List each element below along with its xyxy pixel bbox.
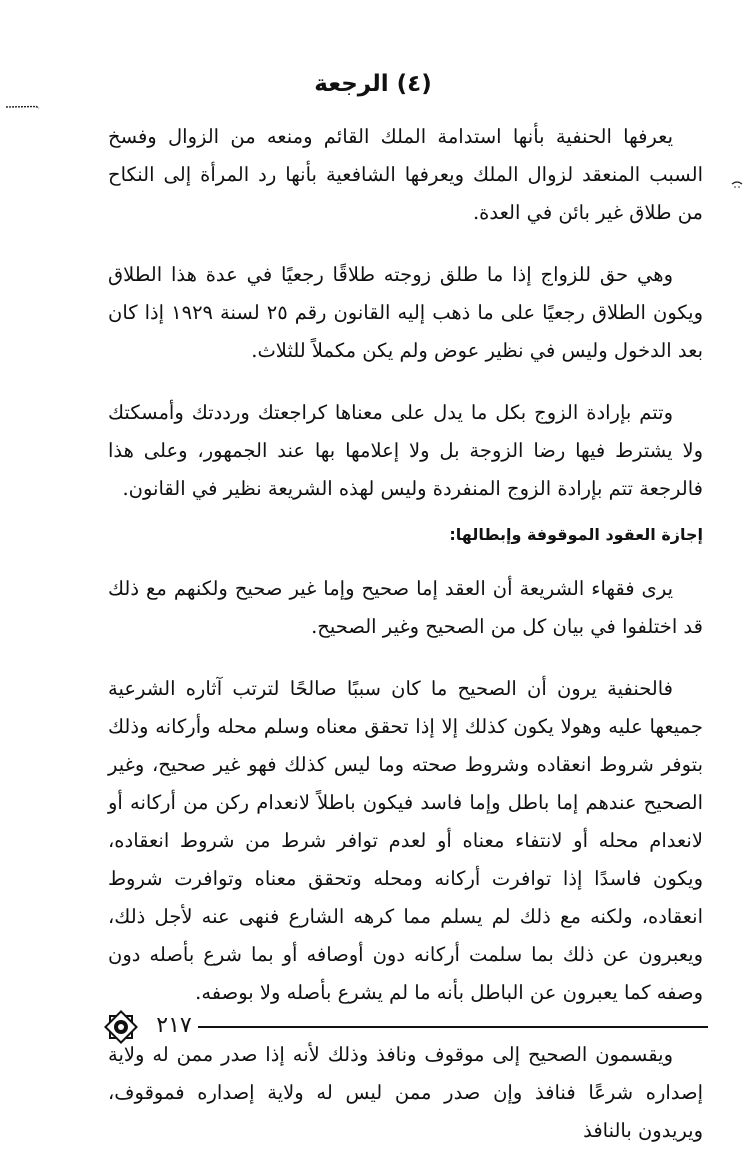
paragraph-valid-division: ويقسمون الصحيح إلى موقوف ونافذ وذلك لأنه إذا صدر ممن له ولاية إصداره شرعًا فنافذ وإن صدر ممن ليس له ولاية إصداره فموقوف، ويريدون بالنافذ (108, 1043, 703, 1142)
footer-rule (198, 1026, 708, 1028)
margin-ink-mark-right (731, 173, 743, 181)
page-footer (104, 1010, 708, 1044)
page-number: ٢١٧ (156, 1013, 192, 1038)
star-ornament-icon (104, 1010, 138, 1044)
subsection-title: إجازة العقود الموقوفة وإبطالها: (449, 525, 703, 544)
paragraph-husband-right: وهي حق للزواج إذا ما طلق زوجته طلاقًا رجعيًا في عدة هذا الطلاق ويكون الطلاق رجعيًا على ما ذهب إليه القانون رقم ٢٥ لسنة ١٩٢٩ إذا كان بعد الدخول وليس في نظير عوض ولم يكن مكملاً للثلاث. (108, 263, 704, 362)
section-heading: (٤) الرجعة (314, 71, 432, 97)
paragraph-husband-will: وتتم بإرادة الزوج بكل ما يدل على معناها كراجعتك ورددتك وأمسكتك ولا يشترط فيها رضا الزوجة بل ولا إعلامها بها عند الجمهور، وعلى هذا فالرجعة تتم بإرادة الزوج المنفردة وليس لهذه الشريعة نظير في القانون. (108, 401, 703, 500)
paragraph-contract-types: يرى فقهاء الشريعة أن العقد إما صحيح وإما غير صحيح ولكنهم مع ذلك قد اختلفوا في بيان كل من الصحيح وغير الصحيح. (108, 577, 703, 638)
paragraph-hanafi-view: فالحنفية يرون أن الصحيح ما كان سببًا صالحًا لترتب آثاره الشرعية جميعها عليه وهولا يكون كذلك إلا إذا تحقق معناه وسلم محله وأركانه وذلك بتوفر شروط انعقاده وشروط صحته وما ليس كذلك فهو غير صحيح، وغير الصحيح عندهم إما باطل وإما فاسد فيكون باطلاً لانعدام ركن من أركانه أو لانعدام محله أو لانتفاء معناه أو لعدم توافر شرط من شروط انعقاده، ويكون فاسدًا إذا توافرت أركانه ومحله وتحقق معناه وتوافرت شروط انعقاده، ولكنه مع ذلك لم يسلم مما كرهه الشارع فنهى عنه لأجل ذلك، ويعبرون عن ذلك بما سلمت أركانه دون أوصافه أو بما شرع بأصله دون وصفه كما يعبرون عن الباطل بأنه ما لم يشرع بأصله ولا بوصفه. (108, 677, 704, 1004)
paragraph-definition: يعرفها الحنفية بأنها استدامة الملك القائم ومنعه من الزوال وفسخ السبب المنعقد لزوال الملك ويعرفها الشافعية بأنها رد المرأة إلى النكاح من طلاق غير بائن في العدة. (108, 125, 703, 224)
